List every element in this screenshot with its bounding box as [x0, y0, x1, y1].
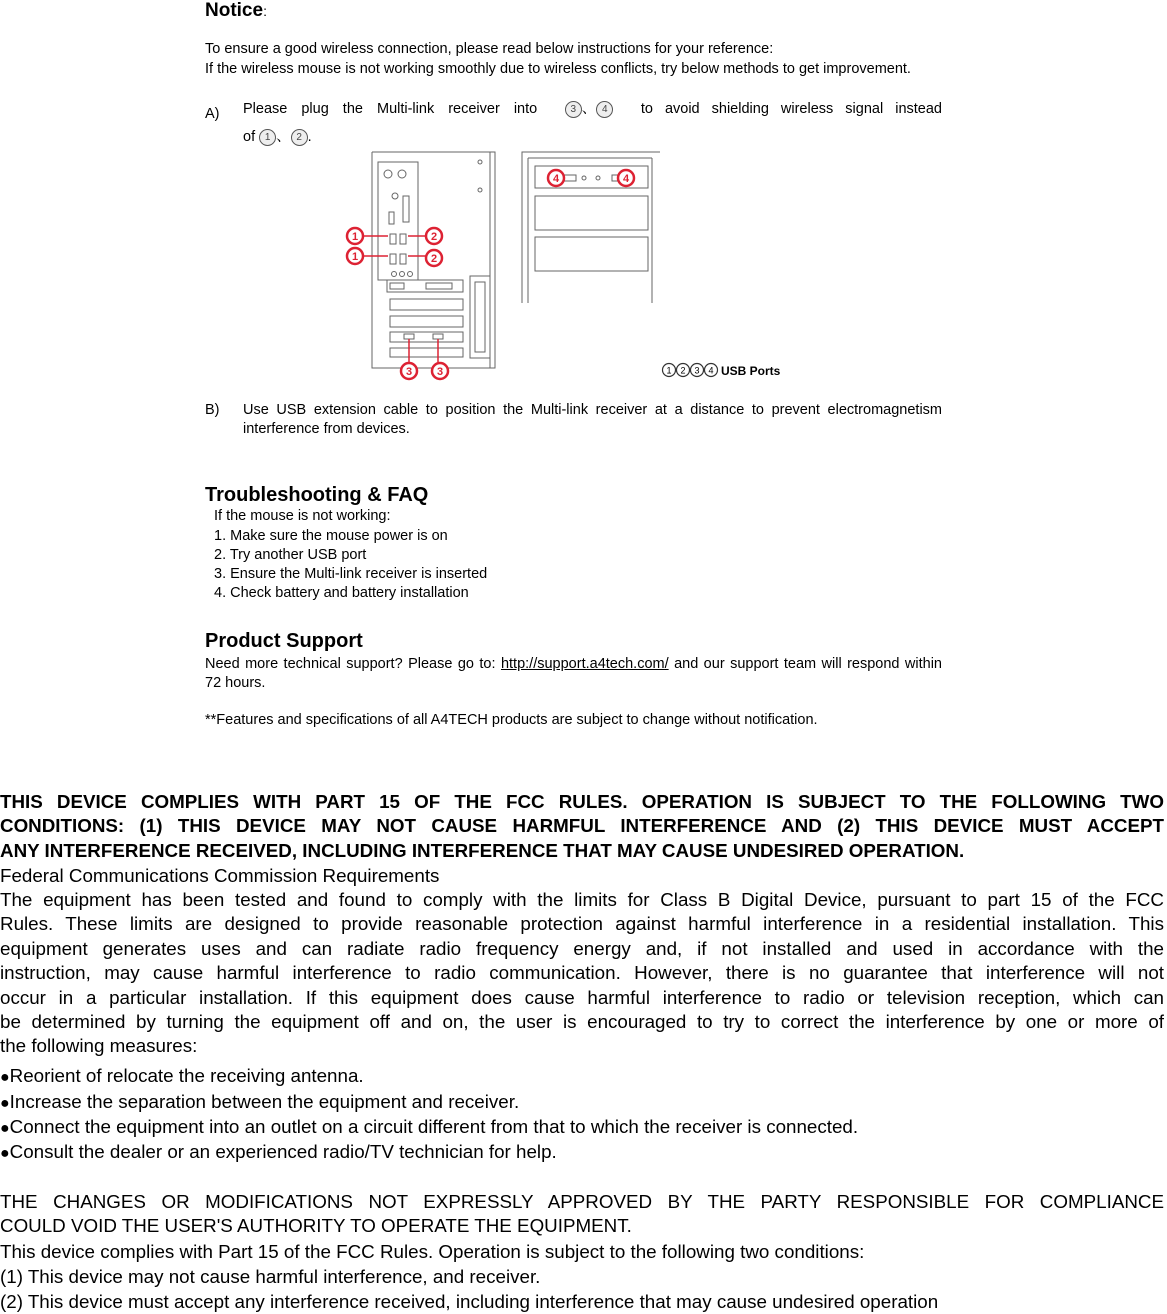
fcc-condition-2: (2) This device must accept any interference received, including interference that may cause undesired operation [0, 1291, 939, 1312]
bullet-icon: ● [0, 1095, 10, 1112]
item-a-line [243, 100, 942, 119]
fcc-para-line-6: be determined by turning the equipment off and on, the user is encouraged to try to correct the interference by one or more of [0, 1011, 1164, 1033]
fcc-changes-line-1: THE CHANGES OR MODIFICATIONS NOT EXPRESSLY APPROVED BY THE PARTY RESPONSIBLE FOR COMPLIANCE [0, 1191, 1164, 1212]
port-2-icon: 2 [291, 129, 308, 146]
marker-3a: 3 [405, 366, 413, 378]
port-1-icon: 1 [259, 129, 276, 146]
support-text [205, 655, 942, 693]
sep-2: 、 [276, 129, 291, 145]
support-title: Product Support [205, 630, 363, 652]
faq-item-1: 1. Make sure the mouse power is on [214, 528, 448, 544]
rear-usb-markers [347, 228, 448, 379]
item-a-line-2 [243, 128, 312, 147]
notice-colon: : [263, 3, 267, 19]
faq-item-2: 2. Try another USB port [214, 547, 367, 563]
fcc-para-last: the following measures: [0, 1035, 198, 1057]
disclaimer: **Features and specifications of all A4TECH products are subject to change without notification. [205, 712, 818, 728]
fcc-para-line-4: instruction, may cause harmful interference to radio communication. However, there is no guarantee that interference will not [0, 962, 1164, 984]
support-link[interactable]: http://support.a4tech.com/ [500, 656, 669, 672]
item-b-label: B) [205, 402, 220, 418]
fcc-complies: This device complies with Part 15 of the FCC Rules. Operation is subject to the following two conditions: [0, 1241, 865, 1262]
fcc-bold-line-2: CONDITIONS: (1) THIS DEVICE MAY NOT CAUSE HARMFUL INTERFERENCE AND (2) THIS DEVICE MUST ACCEPT [0, 815, 1164, 837]
usb-ports-diagram [330, 148, 810, 384]
support-text-post: and our support team will respond within 72 hours. [205, 656, 943, 691]
fcc-req-title: Federal Communications Commission Requirements [0, 865, 440, 886]
marker-2b: 2 [430, 253, 438, 265]
item-b-text: Use USB extension cable to position the Multi-link receiver at a distance to prevent electromagnetism interference from devices. [243, 402, 942, 437]
legend-4: 4 [708, 365, 714, 376]
item-a-of: of [243, 129, 256, 145]
bullet-icon: ● [0, 1145, 10, 1162]
legend-label: USB Ports [721, 364, 781, 378]
port-4-icon: 4 [596, 101, 613, 118]
notice-intro-2: If the wireless mouse is not working smoothly due to wireless conflicts, try below methods to get improvement. [205, 61, 911, 77]
legend-3: 3 [694, 365, 700, 376]
fcc-bold-line-1: THIS DEVICE COMPLIES WITH PART 15 OF THE FCC RULES. OPERATION IS SUBJECT TO THE FOLLOWING TWO [0, 791, 1164, 812]
item-a-label: A) [205, 106, 220, 122]
fcc-bold-statement [0, 790, 1164, 863]
fcc-measure-1 [0, 1064, 364, 1090]
marker-2a: 2 [430, 231, 438, 243]
faq-title: Troubleshooting & FAQ [205, 484, 429, 506]
measure-4-text: Consult the dealer or an experienced radio/TV technician for help. [9, 1141, 557, 1162]
fcc-para-line-3: equipment generates uses and can radiate radio frequency energy and, if not installed and used in accordance with the [0, 937, 1164, 959]
support-text-pre: Need more technical support? Please go to: [205, 656, 496, 672]
marker-4b: 4 [622, 173, 630, 185]
measure-2-text: Increase the separation between the equipment and receiver. [9, 1091, 520, 1112]
tower-front-panel [522, 152, 660, 303]
fcc-condition-1: (1) This device may not cause harmful interference, and receiver. [0, 1266, 541, 1287]
fcc-changes-line-2: COULD VOID THE USER'S AUTHORITY TO OPERATE THE EQUIPMENT. [0, 1215, 632, 1237]
faq-item-3: 3. Ensure the Multi-link receiver is inserted [214, 566, 488, 582]
notice-title: Notice [205, 0, 264, 21]
sep-1: 、 [581, 101, 597, 117]
marker-1b: 1 [351, 251, 359, 263]
measure-3-text: Connect the equipment into an outlet on a circuit different from that to which the receiver is connected. [9, 1116, 859, 1137]
fcc-measure-4 [0, 1140, 557, 1166]
fcc-para-line-1: The equipment has been tested and found to comply with the limits for Class B Digital Device, pursuant to part 15 of the FCC [0, 889, 1164, 910]
item-a-text-post: to avoid shielding wireless signal instead [640, 101, 942, 117]
marker-1a: 1 [351, 231, 359, 243]
item-a-period: . [307, 129, 312, 145]
marker-3b: 3 [436, 366, 444, 378]
usb-legend [663, 364, 781, 379]
legend-2: 2 [680, 365, 686, 376]
bullet-icon: ● [0, 1120, 10, 1137]
fcc-changes [0, 1190, 1164, 1239]
fcc-measure-2 [0, 1090, 519, 1116]
fcc-bold-line-3: ANY INTERFERENCE RECEIVED, INCLUDING INTERFERENCE THAT MAY CAUSE UNDESIRED OPERATION. [0, 839, 965, 861]
item-a-ports-34 [565, 100, 614, 119]
item-a-text-pre: Please plug the Multi-link receiver into [243, 101, 538, 117]
marker-4a: 4 [552, 173, 560, 185]
fcc-para-line-5: occur in a particular installation. If this equipment does cause harmful interference to radio or television reception, which can [0, 986, 1164, 1008]
faq-intro: If the mouse is not working: [214, 508, 391, 524]
legend-1: 1 [666, 365, 672, 376]
measure-1-text: Reorient of relocate the receiving antenna. [9, 1065, 364, 1086]
port-3-icon: 3 [565, 101, 582, 118]
fcc-para-line-2: Rules. These limits are designed to provide reasonable protection against harmful interference in a residential installation. This [0, 913, 1164, 935]
fcc-paragraph [0, 888, 1164, 1059]
notice-intro-1: To ensure a good wireless connection, please read below instructions for your reference: [205, 41, 774, 57]
fcc-measure-3 [0, 1115, 858, 1141]
bullet-icon: ● [0, 1069, 10, 1086]
front-usb-markers [548, 170, 634, 186]
faq-item-4: 4. Check battery and battery installation [214, 585, 469, 601]
notice-heading [205, 0, 267, 22]
